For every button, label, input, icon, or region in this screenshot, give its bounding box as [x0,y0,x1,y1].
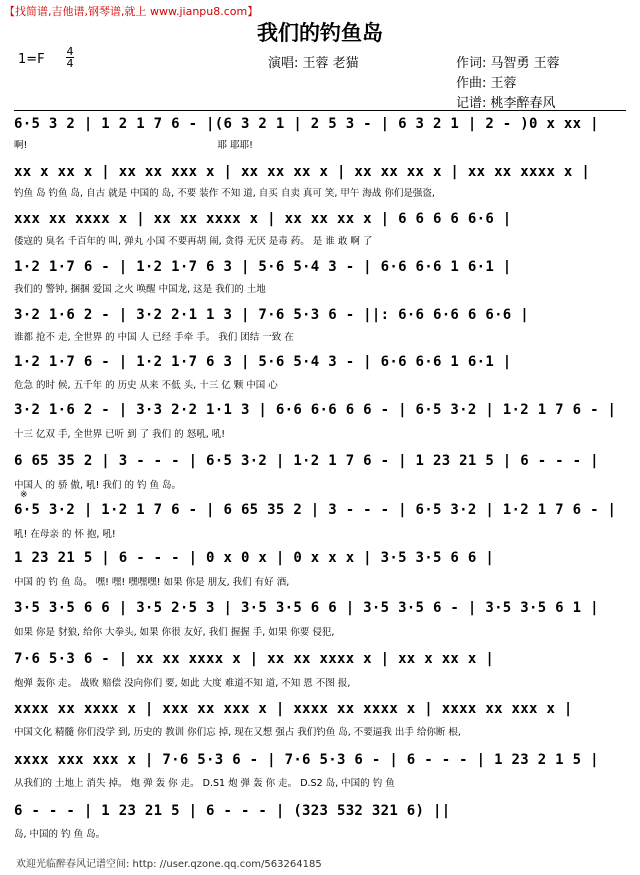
key-signature: 1=F [18,52,45,67]
lyric-row-12: 炮弹 轰你 走。 战败 赔偿 没向你们 要, 如此 大度 难道不知 道, 不知 恩 不图 报, [14,678,351,689]
time-signature [66,46,74,69]
notation-row-5: 3·2 1·6 2 - | 3·2 2·1 1 3 | 7·6 5·3 6 - ||: 6·6 6·6 6 6·6 | [14,307,529,323]
lyric-row-7: 十三 亿双 手, 全世界 已听 到 了 我们 的 怒吼, 吼! [14,429,226,440]
transcriber: 记谱: 桃李醉春风 [456,96,556,111]
lyric-row-15: 岛, 中国的 钓 鱼 岛。 [14,829,106,840]
lyric-row-6: 危急 的时 候, 五千年 的 历史 从来 不低 头, 十三 亿 颗 中国 心 [14,380,278,391]
lyric-row-3: 倭寇的 臭名 千百年的 叫, 弹丸 小国 不要再胡 闹, 贪得 无厌 是毒 药。 是 谁 敢 啊 了 [14,236,373,247]
notation-row-4: 1·2 1·7 6 - | 1·2 1·7 6 3 | 5·6 5·4 3 - | 6·6 6·6 1 6·1 | [14,259,512,275]
footer-link[interactable]: 欢迎光临醉春风记谱空间: http: //user.qzone.qq.com/563264185 [16,859,322,870]
notation-row-7: 3·2 1·6 2 - | 3·3 2·2 1·1 3 | 6·6 6·6 6 6 - | 6·5 3·2 | 1·2 1 7 6 - | [14,402,617,418]
time-signature-top: 4 [66,45,74,58]
lyric-row-5: 谁都 抢不 走, 全世界 的 中国 人 已经 手牵 手。 我们 团结 一致 在 [14,332,294,343]
lyric-row-13: 中国文化 精髓 你们没学 到, 历史的 教训 你们忘 掉, 现在又想 强占 我们钓鱼 岛, 不要逼我 出手 给你断 根, [14,727,461,738]
notation-row-13: xxxx xx xxxx x | xxx xx xxx x | xxxx xx xxxx x | xxxx xx xxx x | [14,701,573,717]
song-title: 我们的钓鱼岛 [257,21,383,45]
singers: 演唱: 王蓉 老猫 [268,56,359,71]
notation-row-10: 1 23 21 5 | 6 - - - | 0 x 0 x | 0 x x x | 3·5 3·5 6 6 | [14,550,495,566]
notation-row-9: 6·5 3·2 | 1·2 1 7 6 - | 6 65 35 2 | 3 - - - | 6·5 3·2 | 1·2 1 7 6 - | [14,502,617,518]
lyric-row-11: 如果 你是 豺狼, 给你 大拳头, 如果 你很 友好, 我们 握握 手, 如果 你要 侵犯, [14,627,335,638]
notation-row-11: 3·5 3·5 6 6 | 3·5 2·5 3 | 3·5 3·5 6 6 | 3·5 3·5 6 - | 3·5 3·5 6 1 | [14,600,599,616]
score-top-line [14,110,626,111]
composer: 作曲: 王蓉 [456,76,517,91]
lyric-row-14: 从我们的 土地上 消失 掉。 炮 弹 轰 你 走。 D.S1 炮 弹 轰 你 走。 D.S2 岛, 中国的 钓 鱼 [14,778,395,789]
notation-row-6: 1·2 1·7 6 - | 1·2 1·7 6 3 | 5·6 5·4 3 - | 6·6 6·6 1 6·1 | [14,354,512,370]
segno-mark-1: ※ [20,490,28,500]
notation-row-12: 7·6 5·3 6 - | xx xx xxxx x | xx xx xxxx x | xx x xx x | [14,651,495,667]
notation-row-15: 6 - - - | 1 23 21 5 | 6 - - - | (323 532 321 6) || [14,803,451,819]
lyric-row-10: 中国 的 钓 鱼 岛。 嘿! 嘿! 嘿嘿嘿! 如果 你是 朋友, 我们 有好 酒, [14,577,290,588]
notation-row-1: 6·5 3 2 | 1 2 1 7 6 - |(6 3 2 1 | 2 5 3 - | 6 3 2 1 | 2 - )0 x xx | [14,116,599,132]
time-signature-bottom: 4 [66,57,74,70]
notation-row-14: xxxx xxx xxx x | 7·6 5·3 6 - | 7·6 5·3 6 - | 6 - - - | 1 23 2 1 5 | [14,752,599,768]
lyric-row-4: 我们的 警钟, 捆捆 爱国 之火 唤醒 中国龙, 这是 我们的 土地 [14,284,266,295]
notation-row-2: xx x xx x | xx xx xxx x | xx xx xx x | xx xx xx x | xx xx xxxx x | [14,164,591,180]
notation-row-8: 6 65 35 2 | 3 - - - | 6·5 3·2 | 1·2 1 7 6 - | 1 23 21 5 | 6 - - - | [14,453,599,469]
lyric-row-9: 吼! 在母亲 的 怀 抱, 吼! [14,529,116,540]
lyric-row-2: 钓鱼 岛 钓鱼 岛, 自古 就是 中国的 岛, 不要 装作 不知 道, 自买 自卖 真可 笑, 甲午 海战 你们是强盗, [14,188,435,199]
notation-row-3: xxx xx xxxx x | xx xx xxxx x | xx xx xx x | 6 6 6 6 6·6 | [14,211,512,227]
lyricist: 作词: 马智勇 王蓉 [456,56,560,71]
lyric-row-8: 中国人 的 骄 傲, 吼! 我们 的 钓 鱼 岛。 [14,480,182,491]
lyric-row-1: 啊! 耶 耶耶! [14,140,253,151]
site-banner-link[interactable]: 【找简谱,吉他谱,钢琴谱,就上 www.jianpu8.com】 [4,5,259,18]
